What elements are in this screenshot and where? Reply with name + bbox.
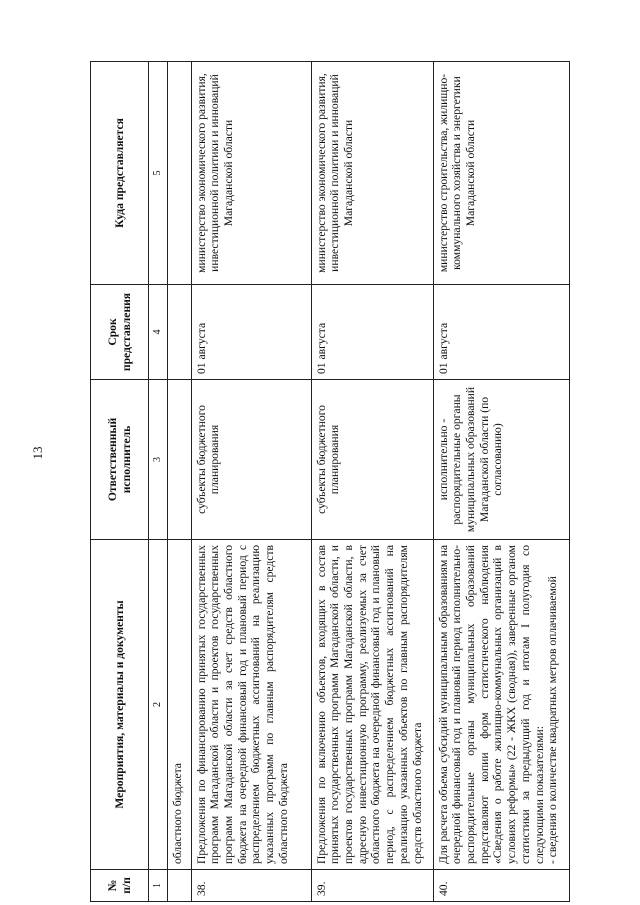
cell-empty bbox=[167, 870, 191, 902]
row-responsible: субъекты бюджетного планирования bbox=[311, 380, 433, 540]
column-number-row bbox=[149, 62, 168, 902]
table-row bbox=[311, 62, 433, 902]
row-number: 39. bbox=[311, 870, 433, 902]
row-where: министерство строительства, жилищно-коммунального хозяйства и энергетики Магаданской области bbox=[433, 62, 569, 285]
row-responsible: субъекты бюджетного планирования bbox=[191, 380, 311, 540]
measures-table bbox=[90, 61, 570, 902]
row-measure-tail: - сведения о количестве квадратных метров оплачиваемой bbox=[546, 576, 560, 864]
row-number: 38. bbox=[191, 870, 311, 902]
row-measure bbox=[433, 540, 569, 870]
column-number: 1 bbox=[149, 870, 168, 902]
row-measure: Предложения по финансированию принятых государственных программ Магаданской области и проектов государственных программ Магаданской области за счет средств областного бюджета на очередной финансовый год и плановый период с распределением бюджетных ассигнований на реализацию указанных программ по главным распорядителям средств областного бюджета bbox=[191, 540, 311, 870]
rotated-table-wrapper bbox=[90, 62, 566, 902]
table-row bbox=[191, 62, 311, 902]
header-term: Срок представления bbox=[91, 285, 149, 380]
cell-empty bbox=[167, 285, 191, 380]
header-where: Куда представляется bbox=[91, 62, 149, 285]
page-number: 13 bbox=[30, 446, 45, 460]
continuation-text: областного бюджета bbox=[167, 540, 191, 870]
column-number: 3 bbox=[149, 380, 168, 540]
column-number: 5 bbox=[149, 62, 168, 285]
header-row bbox=[91, 62, 149, 902]
row-responsible: исполнительно - распорядительные органы муниципальных образований Магаданской области (по согласованию) bbox=[433, 380, 569, 540]
row-number: 40. bbox=[433, 870, 569, 902]
header-measure: Мероприятия, материалы и документы bbox=[91, 540, 149, 870]
cell-empty bbox=[167, 62, 191, 285]
row-measure-text: Для расчета объема субсидий муниципальным образованиям на очередной финансовый год и плановый период исполнительно-распорядительные органы муниципальных образований представляют копии форм статистического наблюдения «Сведения о работе жилищно-коммунальных организаций в условиях реформы» (22 - ЖКХ (сводная)), заверенные органом статистики за предыдущий год и итогам I полугодия со следующими показателями: bbox=[436, 545, 546, 864]
row-where: министерство экономического развития, инвестиционной политики и инноваций Магаданской области bbox=[191, 62, 311, 285]
continuation-row bbox=[167, 62, 191, 902]
table-row bbox=[433, 62, 569, 902]
header-no: № п/п bbox=[91, 870, 149, 902]
row-where: министерство экономического развития, инвестиционной политики и инноваций Магаданской области bbox=[311, 62, 433, 285]
cell-empty bbox=[167, 380, 191, 540]
row-measure: Предложения по включению объектов, входящих в состав принятых государственных программ Магаданской области, и проектов государственных программ Магаданской области, в адресную инвестиционную программу, реализуемых за счет областного бюджета на очередной финансовый год и плановый период, с распределением бюджетных ассигнований на реализацию указанных объектов по главным распорядителям средств областного бюджета bbox=[311, 540, 433, 870]
row-term: 01 августа bbox=[191, 285, 311, 380]
column-number: 2 bbox=[149, 540, 168, 870]
row-term: 01 августа bbox=[311, 285, 433, 380]
header-responsible: Ответственный исполнитель bbox=[91, 380, 149, 540]
row-term: 01 августа bbox=[433, 285, 569, 380]
column-number: 4 bbox=[149, 285, 168, 380]
